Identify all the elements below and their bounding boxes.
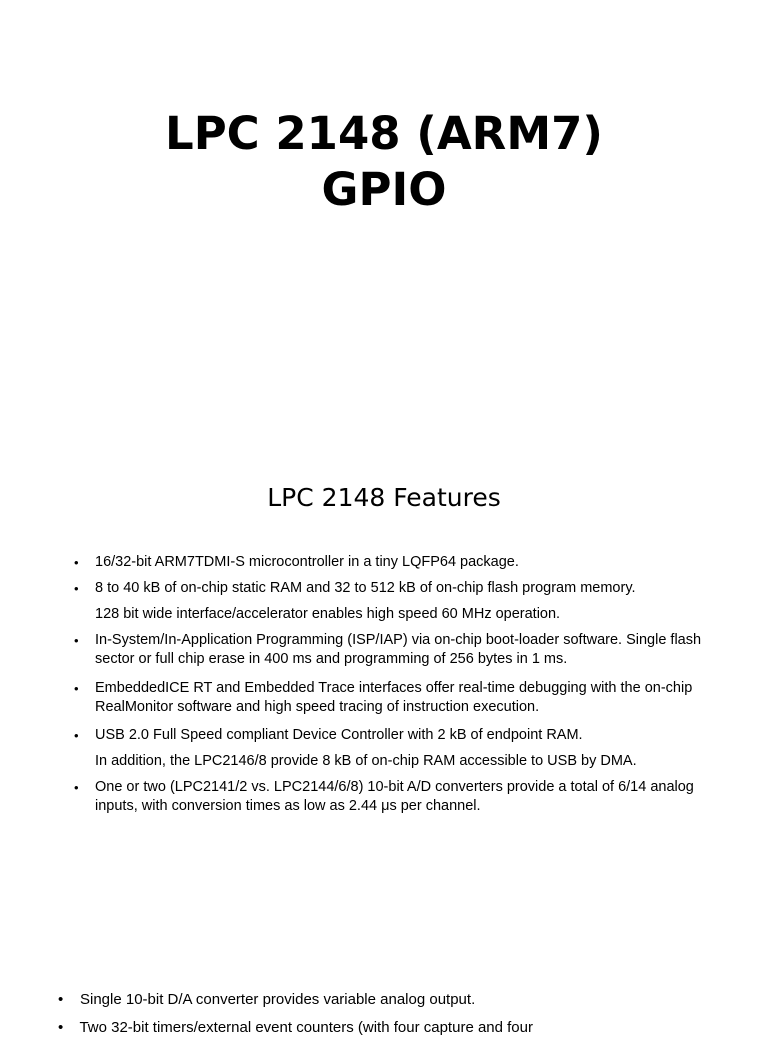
bullet-glyph: • [74, 633, 79, 648]
feature-item-3 [74, 605, 734, 624]
bullet-glyph: • [74, 728, 79, 743]
bullet-glyph: • [58, 991, 64, 1008]
next-page-text: Two 32-bit timers/external event counters (with four capture and four [79, 1019, 533, 1036]
feature-item-8 [74, 778, 734, 816]
bullet-glyph: • [58, 1019, 64, 1036]
feature-item-2 [74, 579, 734, 598]
next-page-item-2-partial [58, 1017, 598, 1036]
feature-text: 16/32-bit ARM7TDMI-S microcontroller in a tiny LQFP64 package. [95, 554, 519, 570]
features-heading: LPC 2148 Features [267, 483, 501, 512]
bullet-glyph: • [74, 581, 79, 596]
slide-title [0, 106, 768, 218]
feature-item-4 [74, 631, 734, 669]
feature-item-5 [74, 679, 734, 717]
bullet-glyph: • [74, 555, 79, 570]
feature-text: 8 to 40 kB of on-chip static RAM and 32 to 512 kB of on-chip flash program memory. [95, 580, 636, 596]
feature-item-7 [74, 752, 734, 771]
feature-text: 128 bit wide interface/accelerator enables high speed 60 MHz operation. [95, 606, 561, 622]
bullet-glyph: • [74, 780, 79, 795]
feature-text: USB 2.0 Full Speed compliant Device Controller with 2 kB of endpoint RAM. [95, 727, 583, 743]
bullet-glyph: • [74, 681, 79, 696]
next-page-text: Single 10-bit D/A converter provides variable analog output. [80, 991, 476, 1008]
feature-text: In-System/In-Application Programming (ISP/IAP) via on-chip boot-loader software. Single flash sector or full chip erase in 400 ms and programming of 256 bytes in 1 ms. [95, 632, 702, 667]
slide-title-line-1: LPC 2148 (ARM7) [165, 107, 603, 160]
slide-title-line-2: GPIO [321, 163, 447, 216]
feature-text: In addition, the LPC2146/8 provide 8 kB of on-chip RAM accessible to USB by DMA. [95, 753, 637, 769]
feature-item-6 [74, 726, 734, 745]
next-page-item-1 [58, 989, 758, 1010]
feature-text: EmbeddedICE RT and Embedded Trace interfaces offer real-time debugging with the on-chip RealMonitor software and high speed tracing of instruction execution. [95, 680, 693, 715]
next-page-list [58, 989, 758, 1010]
feature-item-1 [74, 553, 734, 572]
feature-text: One or two (LPC2141/2 vs. LPC2144/6/8) 10-bit A/D converters provide a total of 6/14 analog inputs, with conversion times as low as 2.44 μs per channel. [95, 779, 694, 814]
